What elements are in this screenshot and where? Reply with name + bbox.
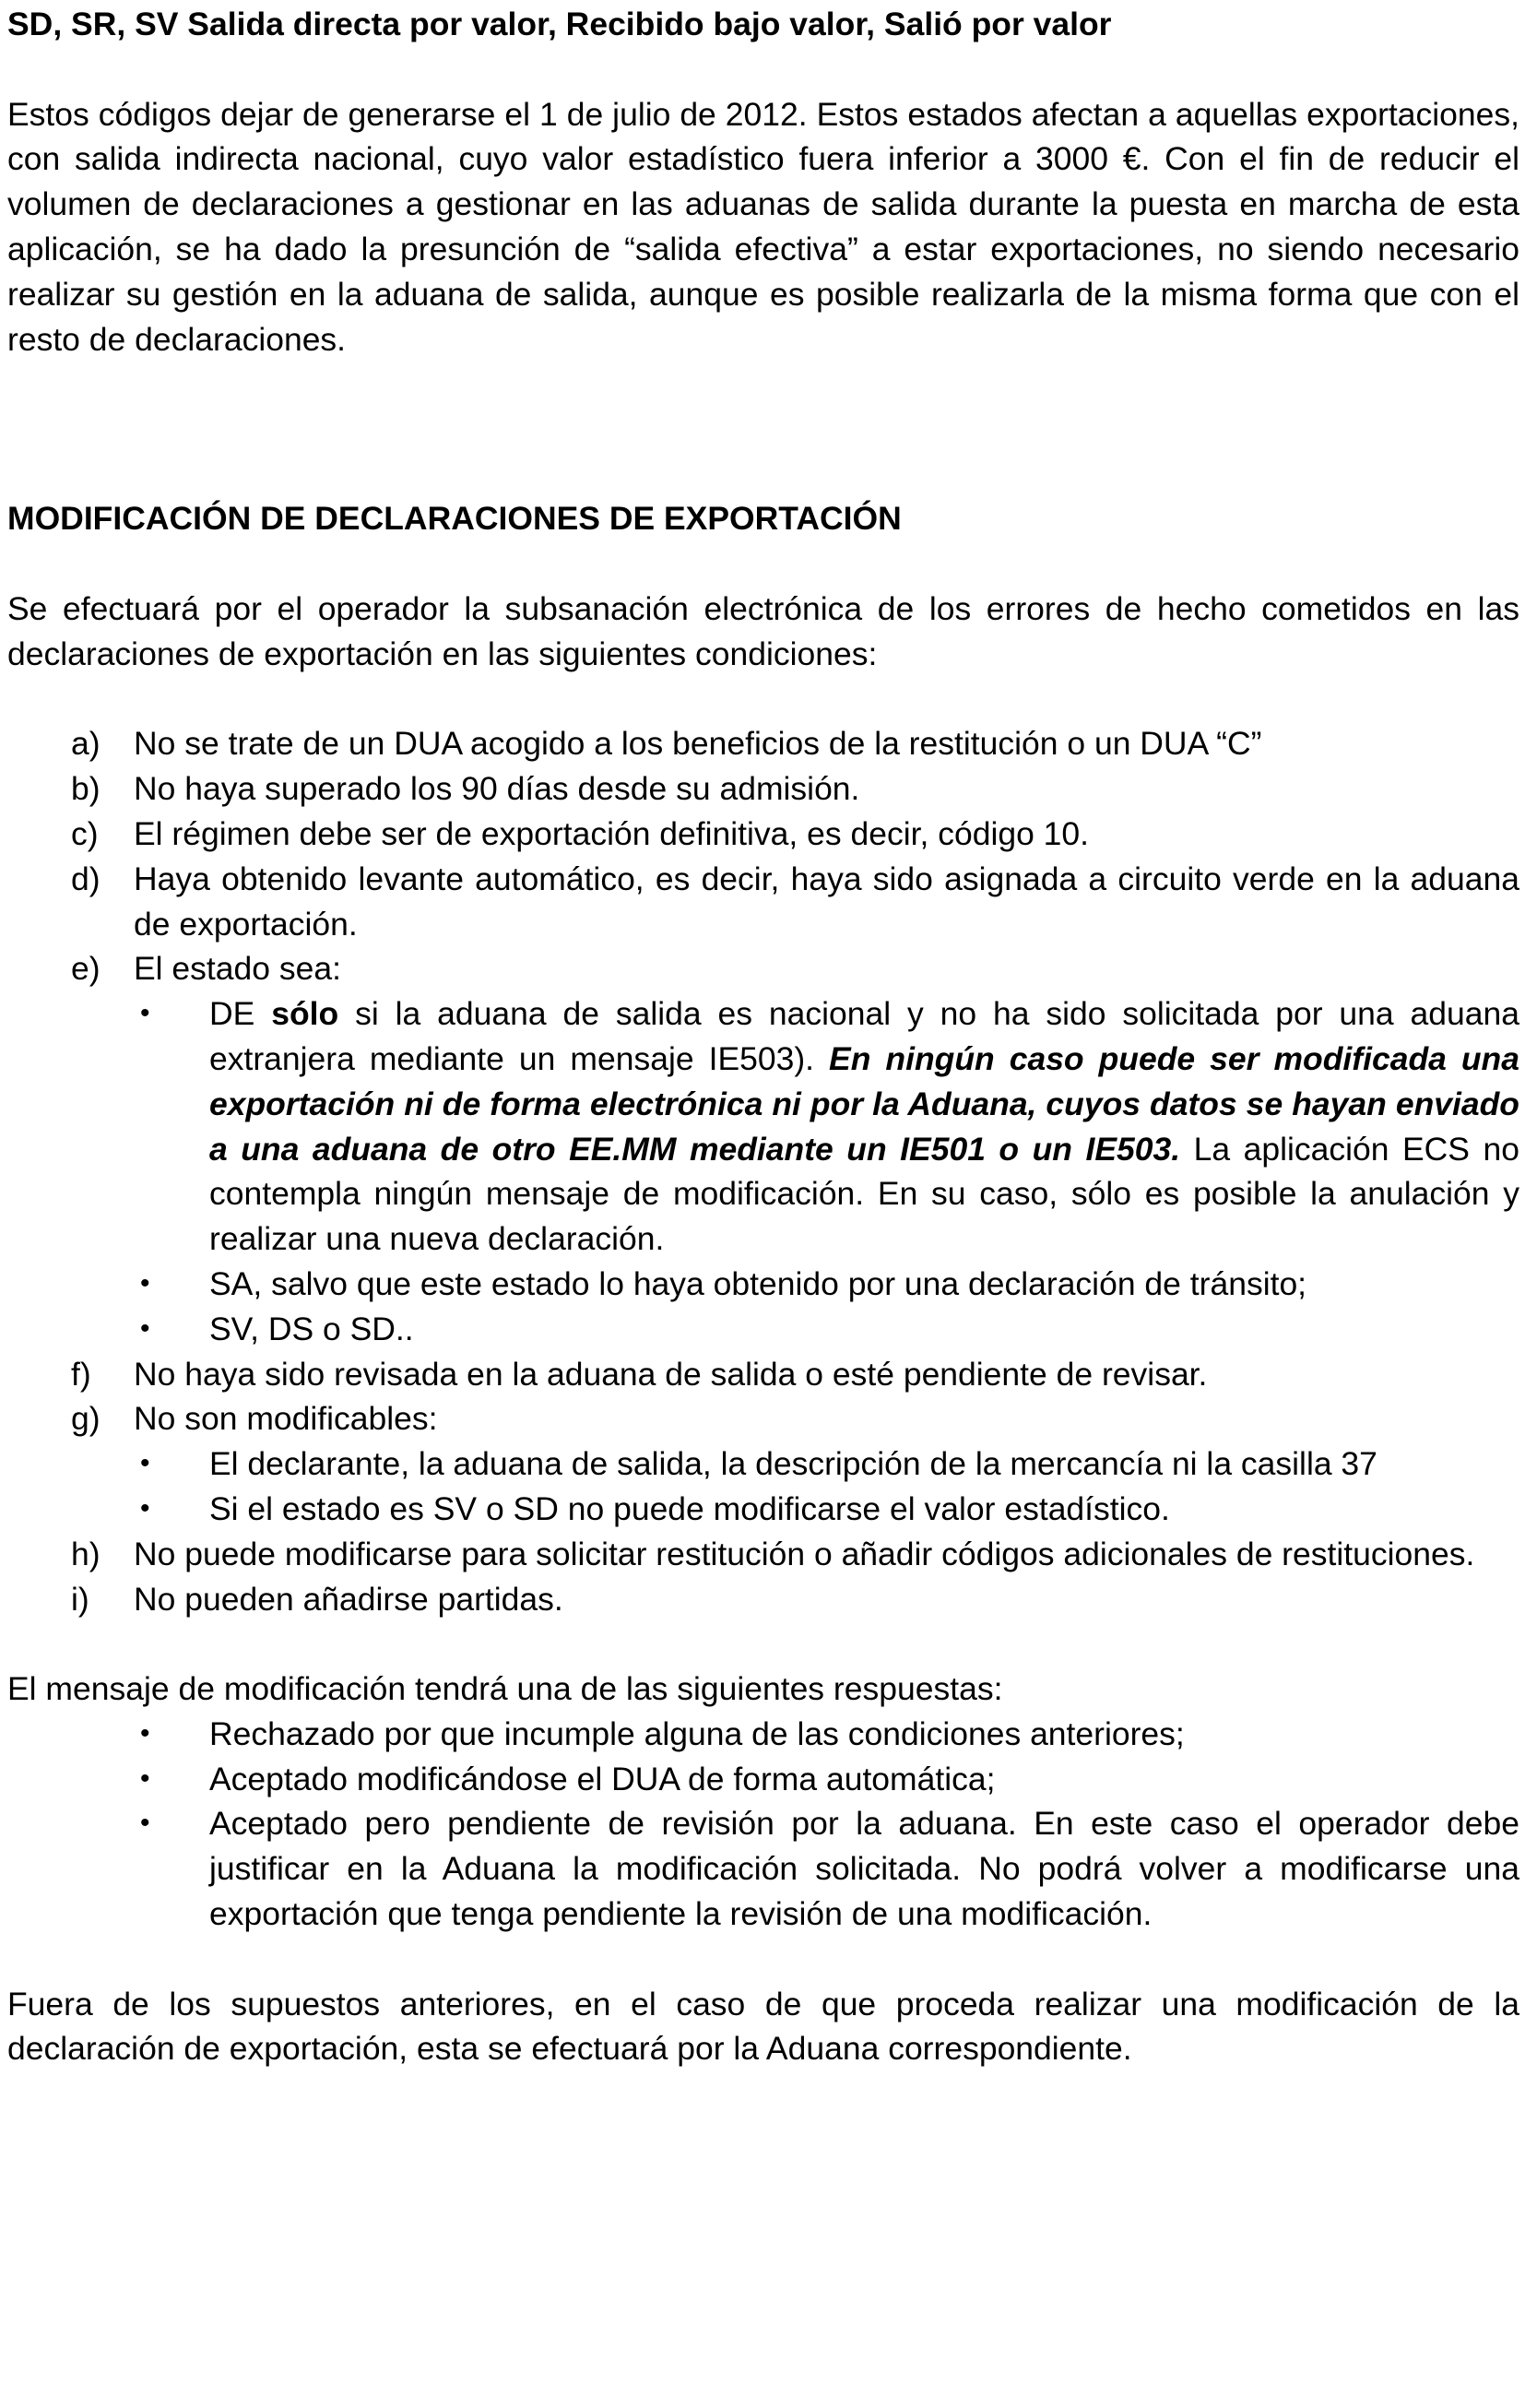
estado-de-tail: La aplicación ECS no contempla ningún mensaje de modificación. En su caso, sólo es posible la anulación y realizar una nueva declaración. [209,1130,1519,1258]
condition-item-f [7,1352,1519,1397]
list-marker: g) [71,1400,100,1438]
bullet-icon: • [140,1808,150,1839]
estado-de-text: si la aduana de salida es nacional y no ha sido solicitada por una aduana extranjera mediante un mensaje IE503). [209,995,1519,1077]
section-heading-modificacion: MODIFICACIÓN DE DECLARACIONES DE EXPORTACIÓN [7,500,902,538]
response-item [7,1712,1519,1757]
no-modificable-text: El declarante, la aduana de salida, la descripción de la mercancía ni la casilla 37 [209,1445,1377,1483]
estado-item-sa [7,1262,1519,1307]
bullet-icon: • [140,998,150,1029]
document-page [7,2,1519,2071]
bullet-icon: • [140,1312,150,1344]
condition-item-d [7,857,1519,947]
estado-de-prefix: DE [209,995,272,1033]
response-item [7,1757,1519,1802]
condition-item-h [7,1532,1519,1577]
condition-text: No haya sido revisada en la aduana de salida o esté pendiente de revisar. [134,1355,1208,1393]
bullet-icon: • [140,1717,150,1749]
estado-item-sv [7,1307,1519,1352]
bullet-icon: • [140,1762,150,1794]
list-marker: e) [71,950,100,988]
condition-text: El estado sea: [134,950,341,988]
condition-text: Haya obtenido levante automático, es decir, haya sido asignada a circuito verde en la aduana de exportación. [134,860,1519,943]
list-marker: a) [71,725,100,763]
list-marker: i) [71,1580,89,1618]
list-marker: b) [71,770,100,808]
response-text: Aceptado modificándose el DUA de forma automática; [209,1760,996,1797]
condition-item-e [7,946,1519,1351]
response-text: Rechazado por que incumple alguna de las condiciones anteriores; [209,1714,1185,1752]
condition-text: No puede modificarse para solicitar restitución o añadir códigos adicionales de restituciones. [134,1535,1475,1572]
condition-text: No se trate de un DUA acogido a los beneficios de la restitución o un DUA “C” [134,725,1262,763]
bullet-icon: • [140,1267,150,1299]
response-item [7,1801,1519,1936]
condition-item-i [7,1577,1519,1622]
no-modificable-text: Si el estado es SV o SD no puede modificarse el valor estadístico. [209,1489,1170,1527]
condition-text: No son modificables: [134,1400,438,1438]
no-modificables-sublist [134,1441,1519,1532]
condition-item-c [7,812,1519,857]
conditions-list [7,721,1519,1621]
condition-text: No haya superado los 90 días desde su admisión. [134,770,860,808]
bullet-icon: • [140,1448,150,1479]
condition-item-b [7,766,1519,812]
response-text: Aceptado pero pendiente de revisión por la aduana. En este caso el operador debe justificar en la Aduana la modificación solicitada. No podrá volver a modificarse una exportación que tenga pendiente la revisión de una modificación. [209,1805,1519,1933]
closing-paragraph: Fuera de los supuestos anteriores, en el caso de que proceda realizar una modificación de la declaración de exportación, esta se efectuará por la Aduana correspondiente. [7,1985,1519,2068]
estado-de-emphasis: En ningún caso puede ser modificada una exportación ni de forma electrónica ni por la Aduana, cuyos datos se hayan enviado a una aduana de otro EE.MM mediante un IE501 o un IE503. [209,1039,1519,1168]
no-modificable-item [7,1441,1519,1487]
responses-intro: El mensaje de modificación tendrá una de las siguientes respuestas: [7,1670,1003,1708]
condition-text: El régimen debe ser de exportación definitiva, es decir, código 10. [134,814,1090,852]
condition-item-g [7,1396,1519,1531]
list-marker: h) [71,1535,100,1572]
estado-de-bold: sólo [271,995,339,1033]
estado-item-de [7,991,1519,1262]
intro-paragraph: Se efectuará por el operador la subsanación electrónica de los errores de hecho cometidos en las declaraciones de exportación en las siguientes condiciones: [7,589,1519,672]
list-marker: d) [71,860,100,897]
estado-sa-text: SA, salvo que este estado lo haya obtenido por una declaración de tránsito; [209,1264,1307,1302]
bullet-icon: • [140,1492,150,1524]
no-modificable-item [7,1487,1519,1532]
condition-text: No pueden añadirse partidas. [134,1580,563,1618]
estado-sublist [134,991,1519,1351]
estado-sv-text: SV, DS o SD.. [209,1310,414,1347]
responses-list [7,1712,1519,1937]
section-heading-sd-sr-sv: SD, SR, SV Salida directa por valor, Recibido bajo valor, Salió por valor [7,6,1112,42]
list-marker: f) [71,1355,91,1393]
section-paragraph: Estos códigos dejar de generarse el 1 de julio de 2012. Estos estados afectan a aquellas exportaciones, con salida indirecta nacional, cuyo valor estadístico fuera inferior a 3000 €. Con el fin de reducir el volumen de declaraciones a gestionar en las aduanas de salida durante la puesta en marcha de esta aplicación, se ha dado la presunción de “salida efectiva” a estar exportaciones, no siendo necesario realizar su gestión en la aduana de salida, aunque es posible realizarla de la misma forma que con el resto de declaraciones. [7,95,1519,358]
condition-item-a [7,721,1519,766]
list-marker: c) [71,814,99,852]
